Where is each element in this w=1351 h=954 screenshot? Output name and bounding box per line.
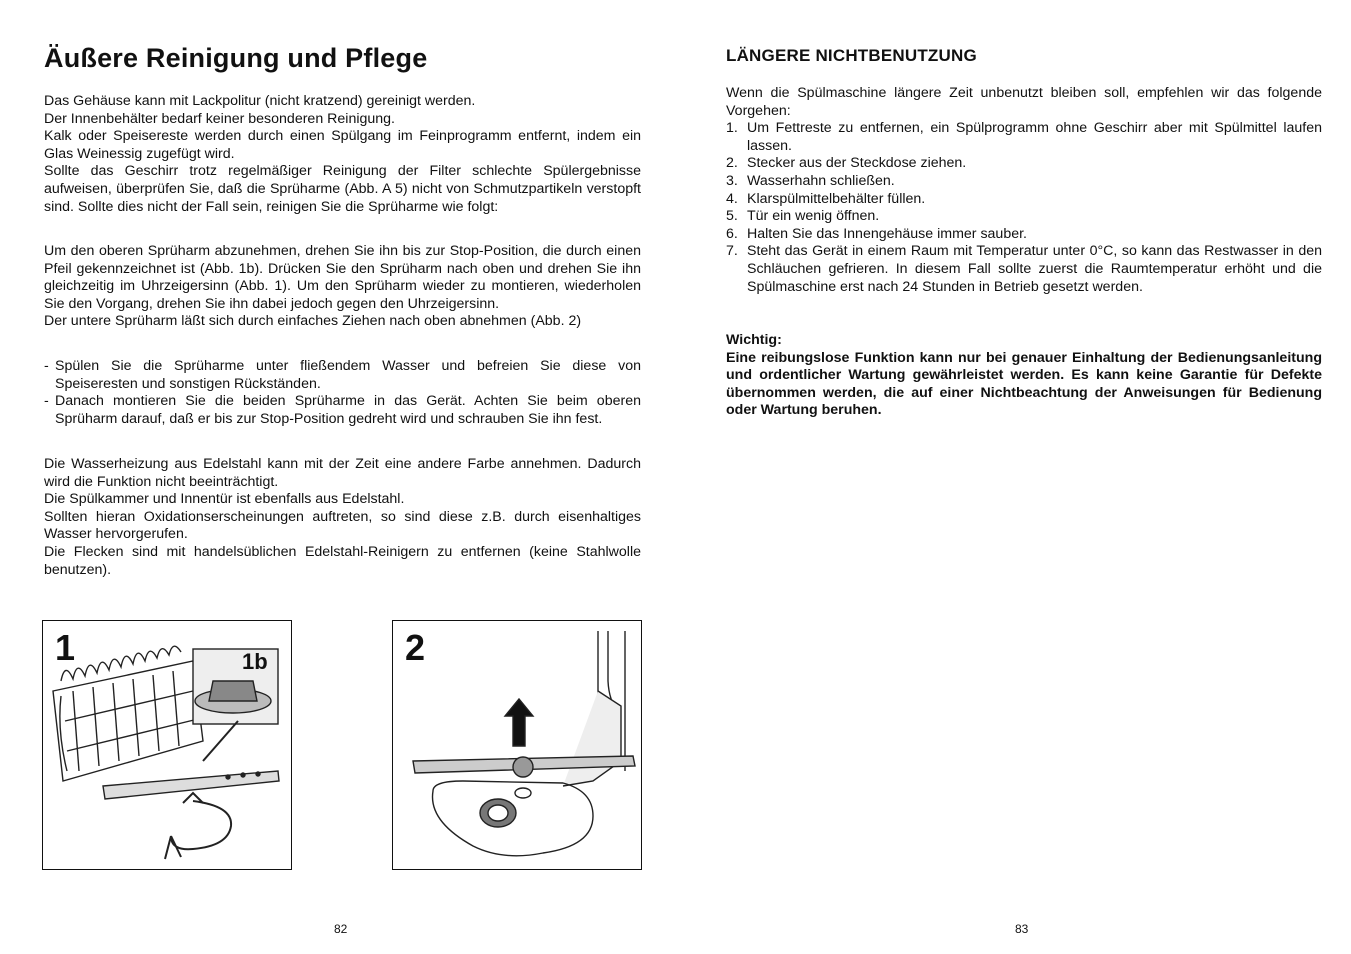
paragraph: Sollte das Geschirr trotz regelmäßiger Reinigung der Filter schlechte Spülergebnisse aufweisen, überprüfen Sie, daß die Sprüharme (Abb. A 5) nicht von Schmutzpartikeln verstopft sind. Sollte dies nicht der Fall sein, reinigen Sie die Sprüharme wie folgt: — [44, 163, 641, 215]
important-label: Wichtig: — [726, 332, 782, 348]
paragraph: Die Spülkammer und Innentür ist ebenfalls aus Edelstahl. — [44, 491, 405, 508]
paragraph: Der untere Sprüharm läßt sich durch einfaches Ziehen nach oben abnehmen (Abb. 2) — [44, 313, 582, 330]
paragraph: Das Gehäuse kann mit Lackpolitur (nicht kratzend) gereinigt werden. — [44, 93, 476, 109]
important-note — [726, 332, 1322, 420]
list-item: - Danach montieren Sie die beiden Sprüharme in das Gerät. Achten Sie beim oberen Sprüharm darauf, daß er bis zur Stop-Position gedreht wird und schrauben Sie ihn fest. — [44, 393, 641, 427]
list-item: 6. Halten Sie das Innengehäuse immer sauber. — [726, 225, 1027, 242]
cleaning-intro — [44, 93, 641, 216]
paragraph: Der Innenbehälter bedarf keiner besonderen Reinigung. — [44, 110, 395, 127]
page-number-left: 82 — [334, 922, 348, 936]
paragraph: Die Wasserheizung aus Edelstahl kann mit der Zeit eine andere Farbe annehmen. Dadurch wird die Funktion nicht beeinträchtigt. — [44, 456, 641, 490]
paragraph: Wenn die Spülmaschine längere Zeit unbenutzt bleiben soll, empfehlen wir das folgende Vorgehen: — [726, 85, 1322, 119]
inset-label: 1b — [242, 649, 268, 674]
list-item: - Spülen Sie die Sprüharme unter fließendem Wasser und befreien Sie diese von Speiseresten und sonstigen Rückständen. — [44, 358, 641, 392]
spray-arm-removal — [44, 243, 641, 331]
numbered-list — [726, 120, 1322, 296]
dash-list — [44, 358, 641, 428]
page-title: Äußere Reinigung und Pflege — [44, 43, 428, 73]
figure-2-lower-spray-arm — [392, 620, 642, 870]
figure-1-upper-spray-arm — [42, 620, 292, 870]
list-item: 3. Wasserhahn schließen. — [726, 172, 895, 189]
storage-instructions — [726, 85, 1322, 296]
section-title: LÄNGERE NICHTBENUTZUNG — [726, 46, 977, 65]
lower-spray-arm-illustration — [393, 621, 640, 868]
important-text: Eine reibungslose Funktion kann nur bei genauer Einhaltung der Bedienungsanleitung und ordentlicher Wartung gewährleistet werden. Es kann keine Garantie für Defekte übernommen werden, die auf einer Nichtbeachtung der Anweisungen für Bedienung oder Wartung beruhen. — [726, 349, 1322, 419]
page-number-right: 83 — [1015, 922, 1029, 936]
stainless-steel-notes — [44, 456, 641, 579]
list-item: 4. Klarspülmittelbehälter füllen. — [726, 190, 926, 207]
paragraph: Kalk oder Speisereste werden durch einen Spülgang im Feinprogramm entfernt, indem ein Glas Weinessig zugefügt wird. — [44, 128, 641, 162]
figure-number: 1 — [55, 627, 76, 668]
list-item: 7. Steht das Gerät in einem Raum mit Temperatur unter 0°C, so kann das Restwasser in den Schläuchen gefrieren. In diesem Fall sollte zuerst die Raumtemperatur erhöht und die Spülmaschine erst nach 24 Stunden in Betrieb gesetzt werden. — [726, 243, 1322, 295]
figure-number: 2 — [405, 627, 426, 668]
list-item: 5. Tür ein wenig öffnen. — [726, 208, 880, 225]
list-item: 1. Um Fettreste zu entfernen, ein Spülprogramm ohne Geschirr aber mit Spülmittel laufen lassen. — [726, 120, 1322, 154]
paragraph: Die Flecken sind mit handelsüblichen Edelstahl-Reinigern zu entfernen (keine Stahlwolle benutzen). — [44, 543, 641, 578]
paragraph: Sollten hieran Oxidationserscheinungen auftreten, so sind diese z.B. durch eisenhaltiges Wasser hervorgerufen. — [44, 508, 641, 543]
paragraph: Um den oberen Sprüharm abzunehmen, drehen Sie ihn bis zur Stop-Position, die durch einen Pfeil gekennzeichnet ist (Abb. 1b). Drücken Sie den Sprüharm nach oben und drehen Sie ihn gleichzeitig im Uhrzeigersinn (Abb. 1). Um den Sprüharm wieder zu montieren, wiederholen Sie den Vorgang, drehen Sie ihn dabei jedoch gegen den Uhrzeigersinn. — [44, 243, 641, 312]
list-item: 2. Stecker aus der Steckdose ziehen. — [726, 155, 967, 172]
